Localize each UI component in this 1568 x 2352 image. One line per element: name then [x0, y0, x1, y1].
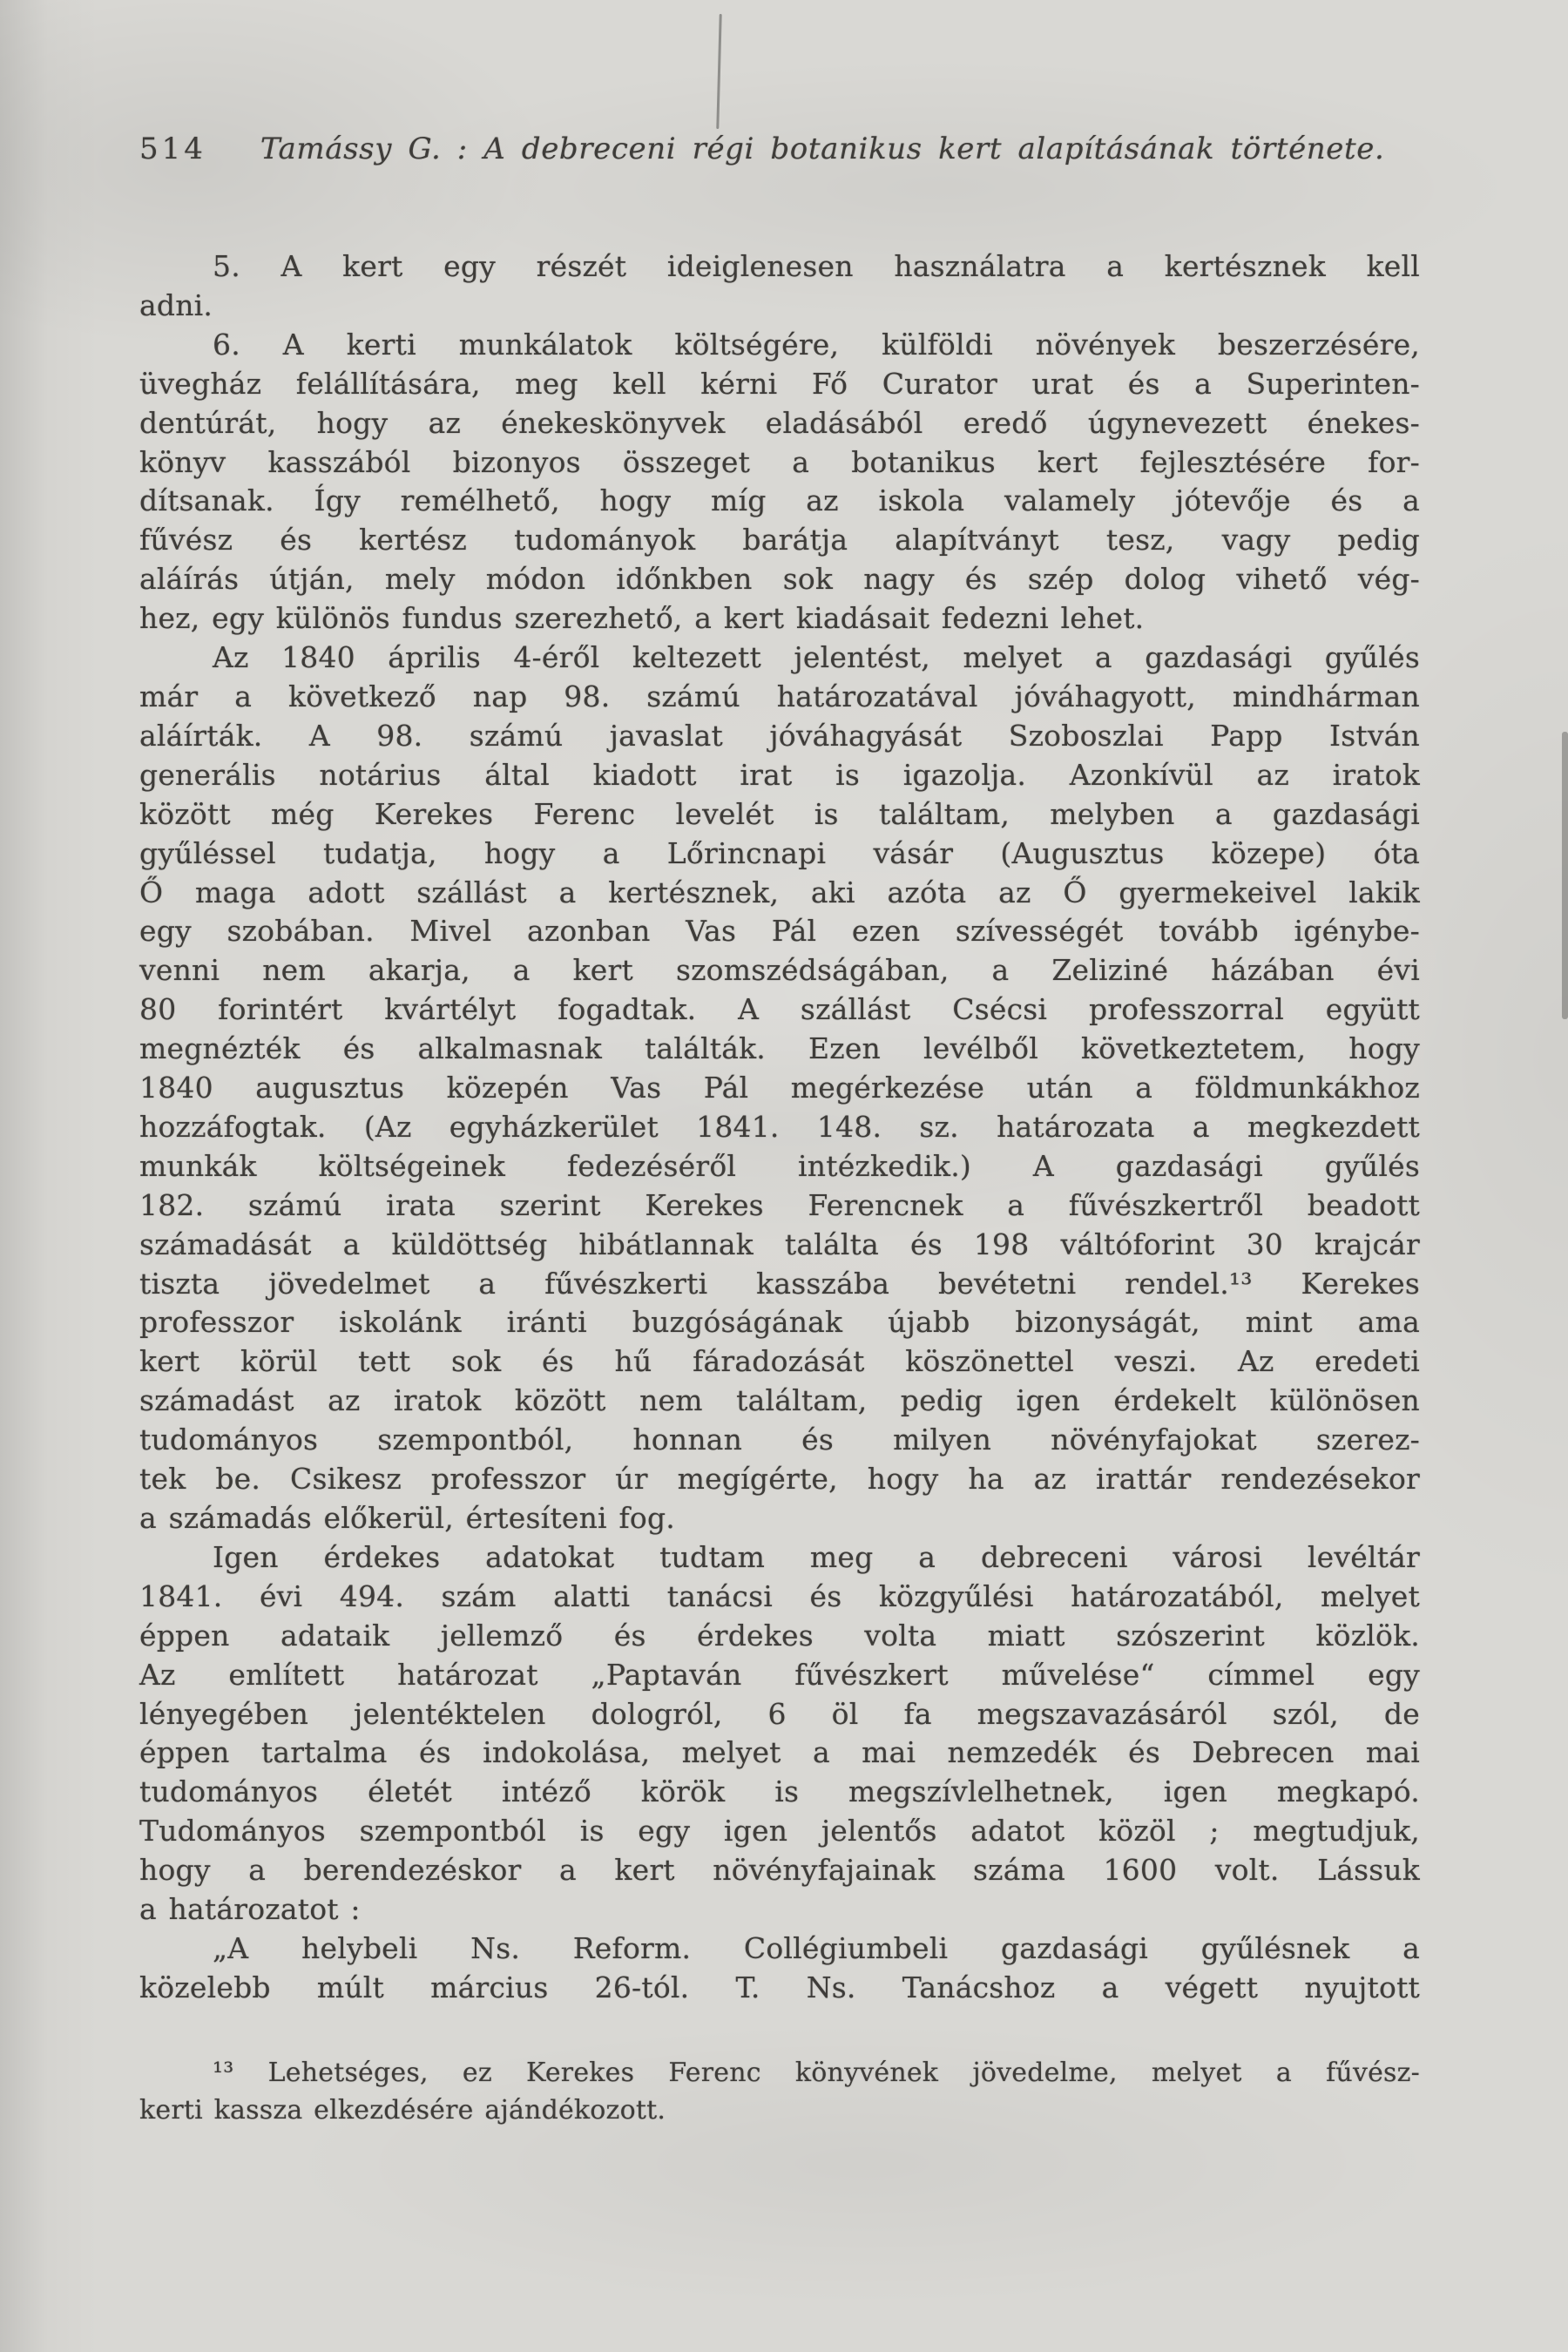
- page-number: 514: [139, 132, 206, 166]
- text-line: egy szobában. Mivel azonban Vas Pál ezen szívességét tovább igénybe-: [139, 914, 1420, 949]
- text-line: dentúrát, hogy az énekeskönyvek eladásából eredő úgynevezett énekes-: [139, 405, 1420, 440]
- text-line: 1841. évi 494. szám alatti tanácsi és közgyűlési határozatából, melyet: [139, 1578, 1420, 1613]
- text-line: fűvész és kertész tudományok barátja alapítványt tesz, vagy pedig: [139, 523, 1420, 558]
- text-line: venni nem akarja, a kert szomszédságában, a Zeliziné házában évi: [139, 953, 1420, 988]
- running-title: Tamássy G. : A debreceni régi botanikus kert alapításának története.: [260, 132, 1385, 166]
- text-line: számadást az iratok között nem találtam, pedig igen érdekelt különösen: [139, 1383, 1420, 1418]
- text-line: a számadás előkerül, értesíteni fog.: [139, 1501, 675, 1535]
- text-line: gyűléssel tudatja, hogy a Lőrincnapi vásár (Augusztus közepe) óta: [139, 835, 1420, 870]
- footnote: [139, 2054, 1420, 2129]
- text-line: Igen érdekes adatokat tudtam meg a debreceni városi levéltár: [213, 1539, 1420, 1574]
- text-line: közelebb múlt március 26-tól. T. Ns. Tanácshoz a végett nyujtott: [139, 1970, 1420, 2004]
- text-line: megnézték és alkalmasnak találták. Ezen levélből következtetem, hogy: [139, 1031, 1420, 1066]
- text-line: 80 forintért kvártélyt fogadtak. A szállást Csécsi professzorral együtt: [139, 992, 1420, 1027]
- text-line: professzor iskolánk iránti buzgóságának újabb bizonyságát, mint ama: [139, 1305, 1420, 1340]
- text-line: 6. A kerti munkálatok költségére, külföldi növények beszerzésére,: [213, 327, 1420, 362]
- text-line: kert körül tett sok és hű fáradozását köszönettel veszi. Az eredeti: [139, 1344, 1420, 1379]
- text-line: üvegház felállítására, meg kell kérni Fő Curator urat és a Superinten-: [139, 366, 1420, 401]
- text-line: dítsanak. Így remélhető, hogy míg az iskola valamely jótevője és a: [139, 483, 1420, 518]
- text-line: adni.: [139, 287, 213, 322]
- text-line: tek be. Csikesz professzor úr megígérte, hogy ha az irattár rendezésekor: [139, 1462, 1420, 1497]
- text-line: számadását a küldöttség hibátlannak találta és 198 váltóforint 30 krajcár: [139, 1227, 1420, 1261]
- text-line: éppen adataik jellemző és érdekes volta miatt szószerint közlök.: [139, 1618, 1420, 1652]
- text-line: aláírás útján, mely módon időnkben sok nagy és szép dolog vihető vég-: [139, 562, 1420, 597]
- text-line: tudományos szempontból, honnan és milyen növényfajokat szerez-: [139, 1423, 1420, 1457]
- text-line: Az említett határozat „Paptaván fűvészkert művelése“ címmel egy: [139, 1657, 1420, 1692]
- text-line: hez, egy különös fundus szerezhető, a kert kiadásait fedezni lehet.: [139, 601, 1145, 636]
- text-line: a határozatot :: [139, 1892, 361, 1927]
- footnote-line: ¹³ Lehetséges, ez Kerekes Ferenc könyvének jövedelme, melyet a fűvész-: [213, 2058, 1420, 2088]
- page-edge-shadow: [1562, 732, 1568, 1019]
- text-line: Tudományos szempontból is egy igen jelentős adatot közöl ; megtudjuk,: [139, 1814, 1420, 1848]
- text-line: könyv kasszából bizonyos összeget a botanikus kert fejlesztésére for-: [139, 444, 1420, 479]
- text-line: generális notárius által kiadott irat is igazolja. Azonkívül az iratok: [139, 757, 1420, 792]
- page-header: [139, 131, 1420, 167]
- text-line: Az 1840 április 4-éről keltezett jelentést, melyet a gazdasági gyűlés: [213, 640, 1420, 675]
- text-line: hozzáfogtak. (Az egyházkerület 1841. 148. sz. határozata a megkezdett: [139, 1109, 1420, 1144]
- text-line: hogy a berendezéskor a kert növényfajainak száma 1600 volt. Lássuk: [139, 1853, 1420, 1888]
- text-line: Ő maga adott szállást a kertésznek, aki azóta az Ő gyermekeivel lakik: [139, 875, 1420, 909]
- footnote-line: kerti kassza elkezdésére ajándékozott.: [139, 2095, 666, 2126]
- text-line: éppen tartalma és indokolása, melyet a mai nemzedék és Debrecen mai: [139, 1735, 1420, 1770]
- text-line: lényegében jelentéktelen dologról, 6 öl fa megszavazásáról szól, de: [139, 1696, 1420, 1731]
- scan-crease-mark: [716, 14, 721, 129]
- body-text: [139, 247, 1420, 2008]
- text-line: aláírták. A 98. számú javaslat jóváhagyását Szoboszlai Papp István: [139, 718, 1420, 753]
- text-line: már a következő nap 98. számú határozatával jóváhagyott, mindhárman: [139, 679, 1420, 713]
- text-line: között még Kerekes Ferenc levelét is találtam, melyben a gazdasági: [139, 796, 1420, 831]
- text-line: 5. A kert egy részét ideiglenesen használatra a kertésznek kell: [213, 249, 1420, 283]
- text-line: tiszta jövedelmet a fűvészkerti kasszába bevétetni rendel.¹³ Kerekes: [139, 1266, 1420, 1301]
- text-line: 182. számú irata szerint Kerekes Ferencnek a fűvészkertről beadott: [139, 1187, 1420, 1222]
- text-line: tudományos életét intéző körök is megszívlelhetnek, igen megkapó.: [139, 1774, 1420, 1809]
- text-line: munkák költségeinek fedezéséről intézkedik.) A gazdasági gyűlés: [139, 1148, 1420, 1183]
- text-line: 1840 augusztus közepén Vas Pál megérkezése után a földmunkákhoz: [139, 1071, 1420, 1105]
- text-line: „A helybeli Ns. Reform. Collégiumbeli gazdasági gyűlésnek a: [213, 1930, 1420, 1965]
